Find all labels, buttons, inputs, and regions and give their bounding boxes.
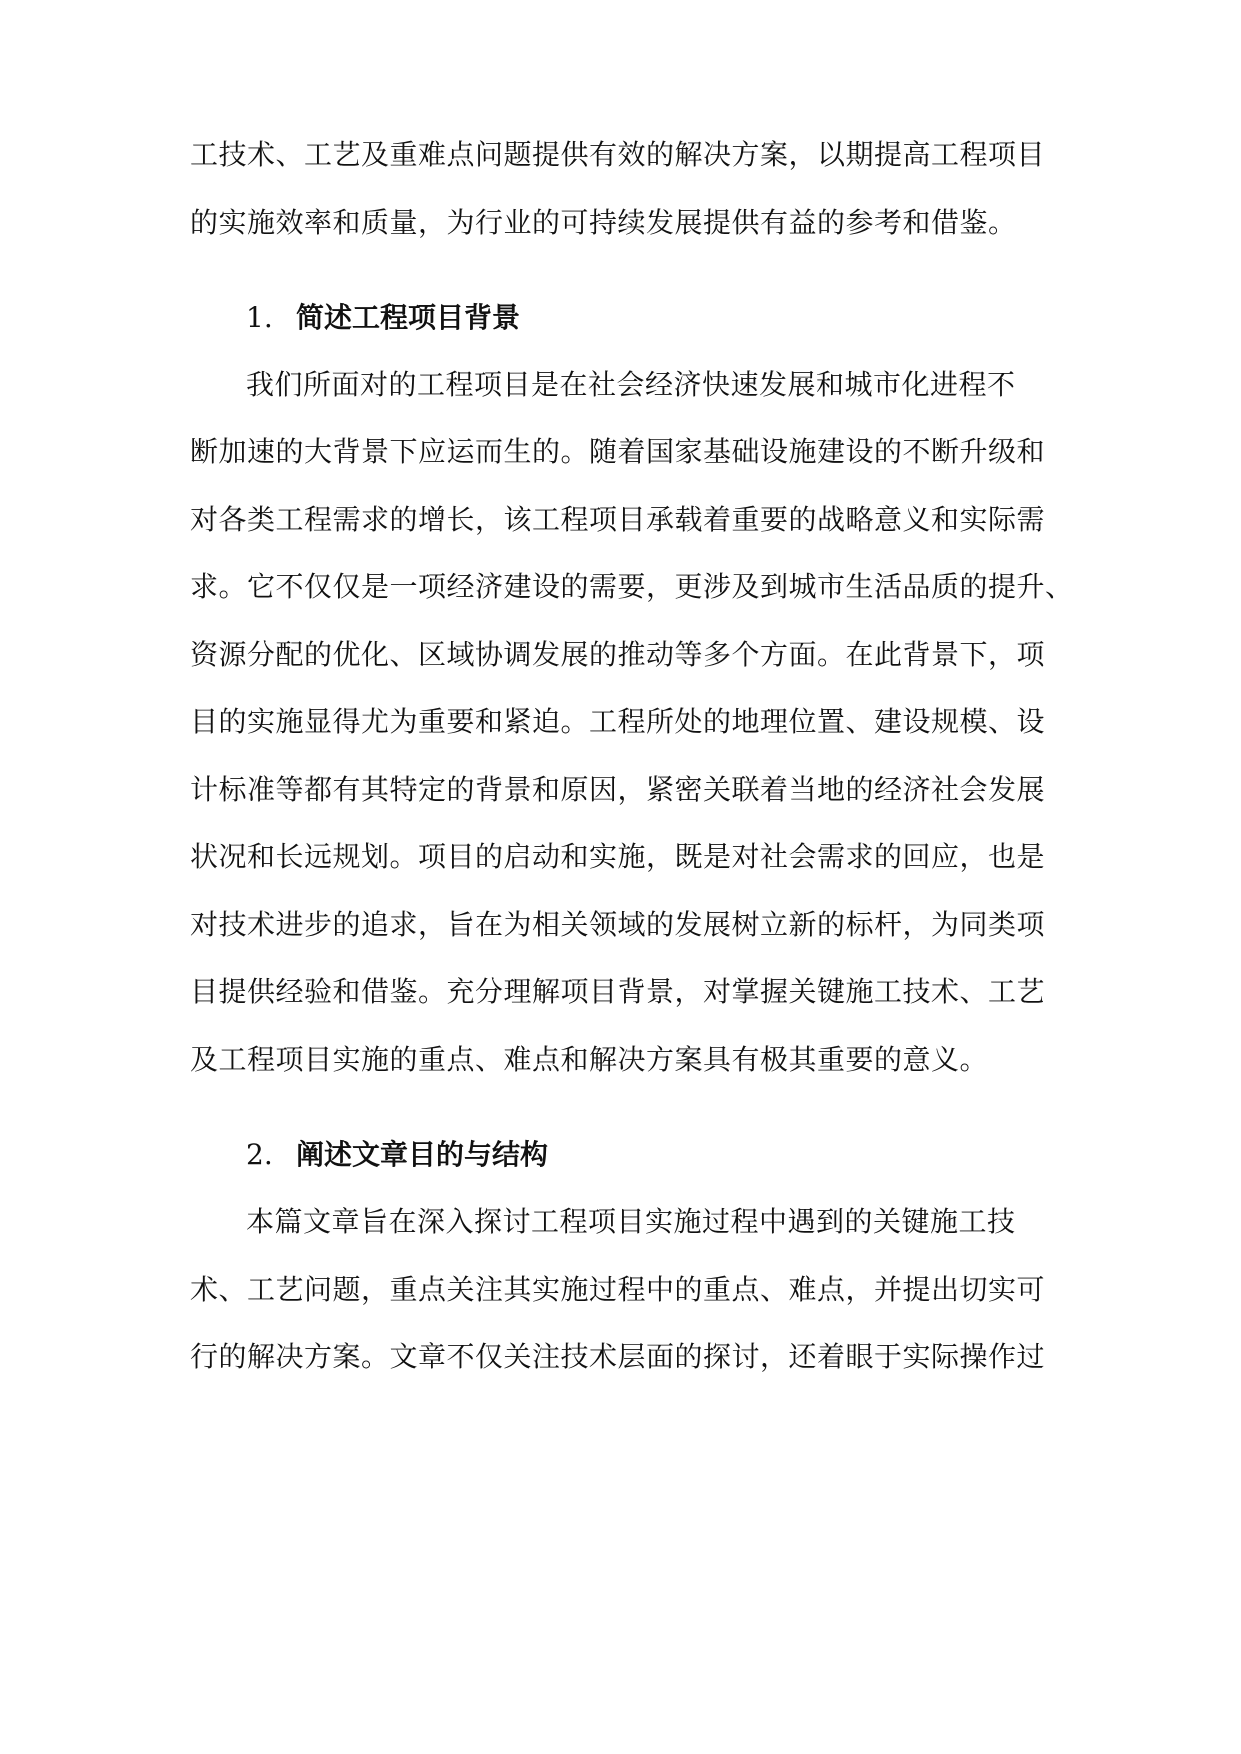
section-1-heading (246, 298, 520, 338)
section-2-line-1: 本篇文章旨在深入探讨工程项目实施过程中遇到的关键施工技 (246, 1205, 1016, 1238)
section-2-line-3: 行的解决方案。文章不仅关注技术层面的探讨，还着眼于实际操作过 (190, 1340, 1046, 1373)
intro-line-1: 工技术、工艺及重难点问题提供有效的解决方案，以期提高工程项目 (190, 138, 1046, 171)
section-1-line-8: 状况和长远规划。项目的启动和实施，既是对社会需求的回应，也是 (190, 840, 1046, 873)
section-1-line-10: 目提供经验和借鉴。充分理解项目背景，对掌握关键施工技术、工艺 (190, 975, 1046, 1008)
section-2-heading (246, 1135, 548, 1175)
section-1-line-6: 目的实施显得尤为重要和紧迫。工程所处的地理位置、建设规模、设 (190, 705, 1046, 738)
section-1-line-5: 资源分配的优化、区域协调发展的推动等多个方面。在此背景下，项 (190, 638, 1046, 671)
section-1-line-1: 我们所面对的工程项目是在社会经济快速发展和城市化进程不 (246, 368, 1016, 401)
section-1-line-9: 对技术进步的追求，旨在为相关领域的发展树立新的标杆，为同类项 (190, 908, 1046, 941)
section-1-line-2: 断加速的大背景下应运而生的。随着国家基础设施建设的不断升级和 (190, 435, 1046, 468)
section-2-title: 阐述文章目的与结构 (296, 1138, 549, 1171)
section-2-line-2: 术、工艺问题，重点关注其实施过程中的重点、难点，并提出切实可 (190, 1273, 1046, 1306)
section-1-line-7: 计标准等都有其特定的背景和原因，紧密关联着当地的经济社会发展 (190, 773, 1046, 806)
intro-line-2: 的实施效率和质量，为行业的可持续发展提供有益的参考和借鉴。 (190, 206, 1017, 239)
section-1-line-4: 求。它不仅仅是一项经济建设的需要，更涉及到城市生活品质的提升、 (190, 570, 1074, 603)
section-1-line-3: 对各类工程需求的增长，该工程项目承载着重要的战略意义和实际需 (190, 503, 1046, 536)
section-2-number: 2. (246, 1138, 273, 1171)
section-1-title: 简述工程项目背景 (296, 301, 521, 334)
section-1-number: 1. (246, 301, 273, 334)
section-1-line-11: 及工程项目实施的重点、难点和解决方案具有极其重要的意义。 (190, 1043, 989, 1076)
